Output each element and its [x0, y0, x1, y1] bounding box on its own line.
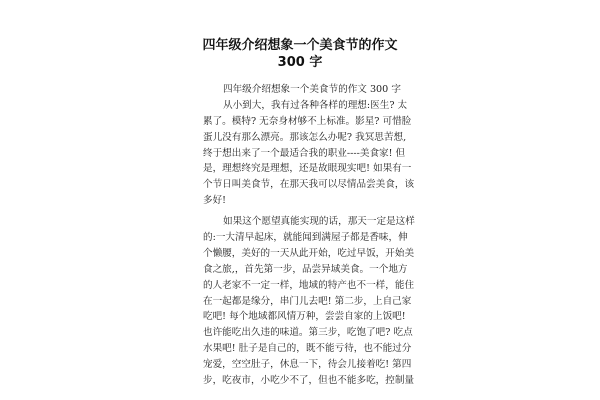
text-line: 如果这个愿望真能实现的话，那天一定是这样 — [223, 216, 415, 228]
text-line: 个懒腰，美好的一天从此开始，吃过早饭，开始美 — [203, 247, 415, 259]
text-line: 是，理想终究是理想，还是故眼现实吧! 如果有一 — [203, 163, 412, 175]
text-line: 步，吃夜市，小吃少不了，但也不能多吃，控制量 — [203, 375, 415, 387]
text-line: 累了。模特? 无奈身材够不上标准。影星? 可惜脸 — [203, 115, 412, 127]
text-line: 水果吧! 肚子是自己的，既不能亏待，也不能过分 — [203, 343, 412, 355]
essay-subtitle: 四年级介绍想象一个美食节的作文 300 字 — [223, 84, 401, 95]
text-line: 食之旅,，首先第一步，品尝异域美食。一个地方 — [203, 263, 408, 275]
document-title — [150, 37, 450, 71]
text-line: 个节日叫美食节，在那天我可以尽情品尝美食，该 — [203, 179, 415, 191]
title-line-2: 300 字 — [277, 55, 323, 70]
text-line: 的人老家不一定一样，地域的特产也不一样，能住 — [203, 279, 415, 291]
text-line: 终于想出来了一个最适合我的职业----美食家! 但 — [203, 147, 406, 159]
text-line: 多好! — [203, 195, 227, 207]
text-line: 在一起都是缘分，串门儿去吧! 第二步，上自己家 — [203, 295, 412, 307]
title-line-1: 四年级介绍想象一个美食节的作文 — [202, 38, 398, 53]
text-line: 宠爱，空空肚子，休息一下，待会儿接着吃! 第四 — [203, 359, 412, 371]
text-line: 吃吧! 每个地域都风情万种，尝尝自家的上饭吧! — [203, 311, 406, 323]
text-line: 从小到大，我有过各种各样的理想:医生? 太 — [223, 99, 408, 111]
essay-body — [203, 82, 415, 389]
text-line: 的:一大清早起床，就能闻到满屋子都是香味，伸 — [203, 232, 408, 244]
text-line: 也许能吃出久违的味道。第三步，吃饱了吧? 吃点 — [203, 327, 413, 339]
text-line: 蛋儿没有那么漂亮。那该怎么办呢? 我冥思苦想, — [203, 131, 407, 143]
